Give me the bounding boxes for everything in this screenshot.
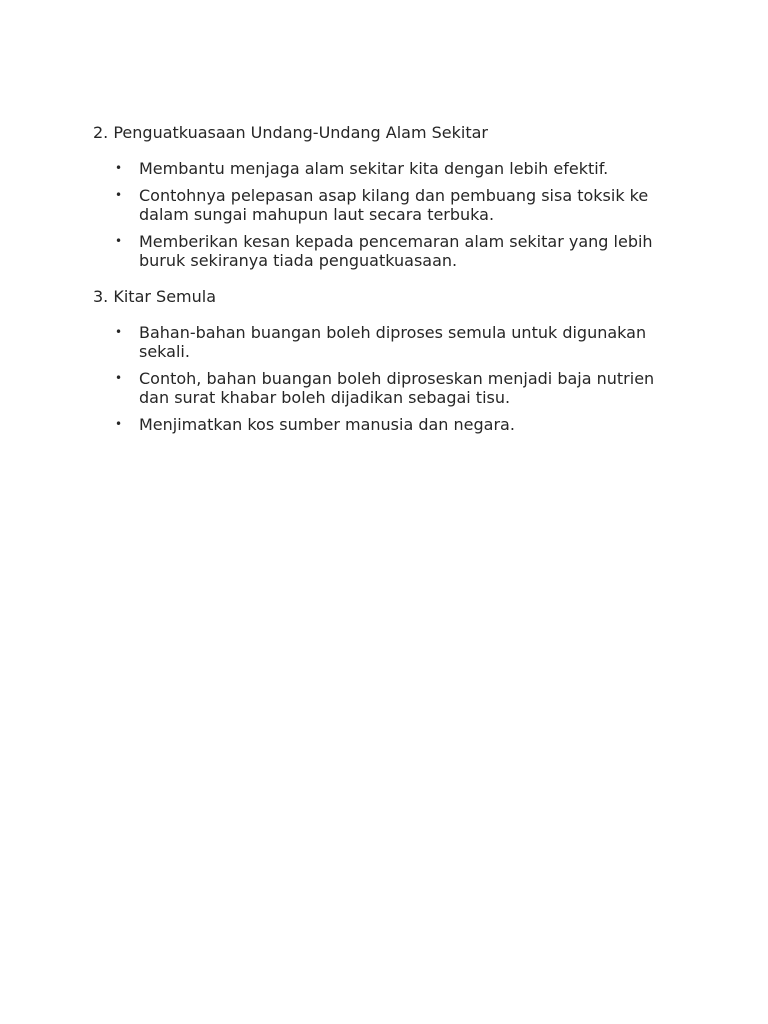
- bullet-icon: •: [115, 234, 123, 248]
- list-item: [93, 232, 679, 270]
- list-item-text: Contoh, bahan buangan boleh diproseskan menjadi baja nutrien dan surat khabar boleh dijadikan sebagai tisu.: [139, 369, 655, 407]
- bullet-icon: •: [115, 188, 123, 202]
- section-penguatkuasaan: [93, 123, 693, 270]
- bullet-icon: •: [115, 417, 123, 431]
- bullet-list: [93, 323, 693, 434]
- bullet-list: [93, 159, 693, 270]
- section-heading: 2. Penguatkuasaan Undang-Undang Alam Sekitar: [93, 123, 488, 142]
- bullet-icon: •: [115, 325, 123, 339]
- list-item-text: Bahan-bahan buangan boleh diproses semula untuk digunakan sekali.: [139, 323, 647, 361]
- list-item-text: Memberikan kesan kepada pencemaran alam sekitar yang lebih buruk sekiranya tiada penguatkuasaan.: [139, 232, 653, 270]
- bullet-icon: •: [115, 161, 123, 175]
- list-item: [93, 159, 679, 178]
- section-kitar-semula: [93, 287, 693, 434]
- list-item: [93, 323, 679, 361]
- list-item-text: Contohnya pelepasan asap kilang dan pembuang sisa toksik ke dalam sungai mahupun laut secara terbuka.: [139, 186, 649, 224]
- list-item: [93, 186, 679, 224]
- list-item-text: Menjimatkan kos sumber manusia dan negara.: [139, 415, 515, 434]
- section-heading: 3. Kitar Semula: [93, 287, 217, 306]
- list-item: [93, 369, 679, 407]
- list-item: [93, 415, 679, 434]
- bullet-icon: •: [115, 371, 123, 385]
- list-item-text: Membantu menjaga alam sekitar kita dengan lebih efektif.: [139, 159, 609, 178]
